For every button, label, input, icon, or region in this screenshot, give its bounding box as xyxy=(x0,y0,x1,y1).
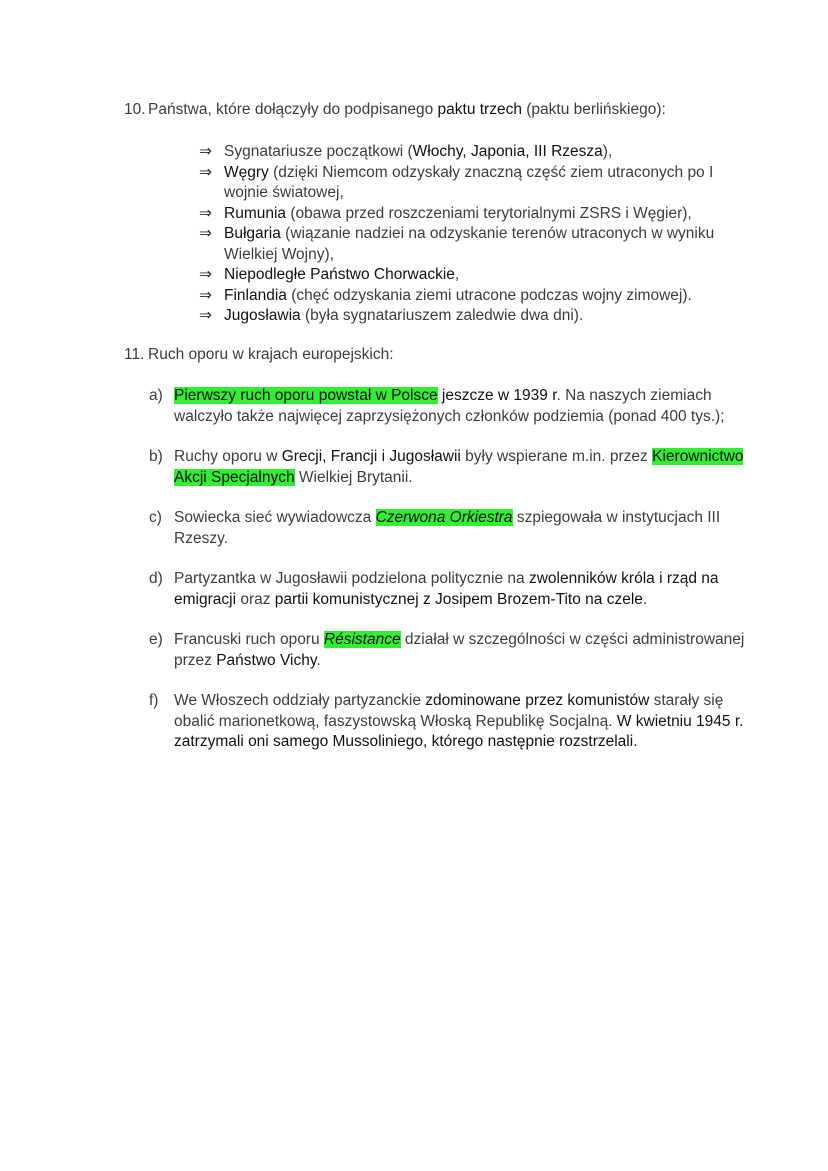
list-item-f xyxy=(149,691,749,753)
item-marker: a) xyxy=(149,387,163,404)
item-bold: Niepodległe Państwo Chorwackie xyxy=(224,266,455,283)
item-text: We Włoszech oddziały partyzanckie xyxy=(174,692,426,709)
item-text: Ruchy oporu w xyxy=(174,448,282,465)
item-text: Wielkiej Brytanii. xyxy=(294,468,413,486)
item-marker: d) xyxy=(149,570,163,587)
item-marker: e) xyxy=(149,631,163,648)
item-text: Partyzantka w Jugosławii podzielona politycznie na xyxy=(174,570,529,587)
section-11-title: Ruch oporu w krajach europejskich: xyxy=(148,346,394,363)
list-item xyxy=(199,265,759,286)
item-text: starały się obalić marionetkową, faszystowską Włoską Republikę Socjalną. xyxy=(174,692,724,730)
item-marker: c) xyxy=(149,509,162,526)
item-marker: f) xyxy=(149,692,159,709)
list-item xyxy=(199,142,759,163)
section-11-number: 11. xyxy=(124,346,145,363)
list-item xyxy=(199,306,759,327)
item-bold: Węgry xyxy=(224,163,269,181)
list-item xyxy=(199,286,759,307)
item-bold: Grecji, Francji i Jugosławii xyxy=(281,448,461,465)
item-bold: zdominowane przez komunistów xyxy=(425,692,650,709)
item-bold: Państwo Vichy xyxy=(216,651,317,669)
item-text: szpiegowała w instytucjach III Rzeszy. xyxy=(174,509,721,547)
highlighted-text: Pierwszy ruch oporu powstał w Polsce xyxy=(174,387,438,404)
item-text: . Na naszych ziemiach walczyło także najwięcej zaprzysiężonych członków podziemia (ponad 400 tys.); xyxy=(174,387,725,425)
arrow-icon: ⇒ xyxy=(199,143,212,160)
item-text: były wspierane m.in. przez xyxy=(460,448,653,465)
section-10-number: 10. xyxy=(124,101,146,118)
item-text: Francuski ruch oporu xyxy=(174,631,324,648)
item-bold: Włochy, Japonia, III Rzesza xyxy=(412,143,603,160)
section-11-list xyxy=(149,386,749,773)
arrow-icon: ⇒ xyxy=(199,307,212,324)
section-10-list xyxy=(199,142,759,327)
section-10-title-bold: paktu trzech xyxy=(437,101,522,118)
list-item-a xyxy=(149,386,749,427)
arrow-icon: ⇒ xyxy=(199,225,212,242)
arrow-icon: ⇒ xyxy=(199,266,212,283)
list-item-e xyxy=(149,630,749,671)
item-text: , xyxy=(454,266,460,283)
item-text: (dzięki Niemcom odzyskały znaczną część ziem utraconych po I wojnie światowej, xyxy=(224,163,714,201)
item-text: (chęć odzyskania ziemi utracone podczas wojny zimowej). xyxy=(286,286,692,304)
item-bold: W kwietniu 1945 r. zatrzymali oni samego Mussoliniego, którego następnie rozstrzelali. xyxy=(174,712,744,750)
item-bold: jeszcze w 1939 r xyxy=(437,387,557,404)
item-text: (obawa przed roszczeniami terytorialnymi ZSRS i Węgier), xyxy=(286,204,692,222)
item-bold: partii komunistycznej z Josipem Brozem-Tito na czele xyxy=(274,590,643,608)
item-text: (była sygnatariuszem zaledwie dwa dni). xyxy=(300,307,584,324)
arrow-icon: ⇒ xyxy=(199,204,212,222)
list-item xyxy=(199,163,759,204)
item-text: (wiązanie nadziei na odzyskanie terenów utraconych w wyniku Wielkiej Wojny), xyxy=(224,225,715,263)
item-bold: Bułgaria xyxy=(224,225,281,242)
arrow-icon: ⇒ xyxy=(199,163,212,181)
list-item-b xyxy=(149,447,749,488)
item-bold: Jugosławia xyxy=(224,307,301,324)
highlighted-text: Czerwona Orkiestra xyxy=(375,509,513,526)
item-text: ), xyxy=(602,143,613,160)
item-text: Sygnatariusze początkowi ( xyxy=(224,143,413,160)
arrow-icon: ⇒ xyxy=(199,286,212,304)
item-bold: Rumunia xyxy=(224,204,287,222)
list-item xyxy=(199,204,759,225)
section-10-heading xyxy=(124,100,666,120)
item-text: . xyxy=(316,651,321,669)
section-11-heading xyxy=(124,345,394,365)
highlighted-text: Résistance xyxy=(323,631,401,648)
section-10-title-post: (paktu berlińskiego): xyxy=(521,101,666,118)
item-text: Sowiecka sieć wywiadowcza xyxy=(174,509,376,526)
item-text: działał w szczególności w części administrowanej przez xyxy=(174,631,745,669)
item-bold: zwolenników króla i rząd na emigracji xyxy=(174,570,719,608)
item-marker: b) xyxy=(149,448,163,465)
item-text: . xyxy=(642,590,648,608)
list-item-d xyxy=(149,569,749,610)
list-item-c xyxy=(149,508,749,549)
list-item xyxy=(199,224,759,265)
section-10-title-pre: Państwa, które dołączyły do podpisanego xyxy=(148,101,438,118)
highlighted-text: Kierownictwo Akcji Specjalnych xyxy=(174,448,744,486)
item-text: oraz xyxy=(236,590,275,608)
item-bold: Finlandia xyxy=(224,286,287,304)
